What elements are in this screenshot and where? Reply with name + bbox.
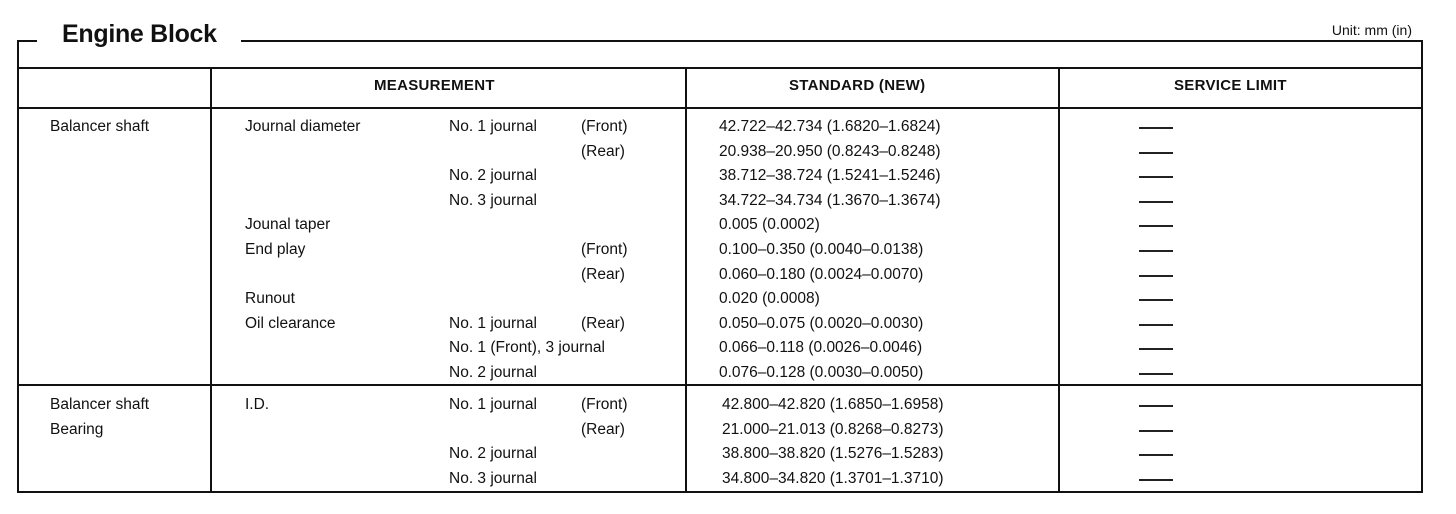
service-limit-dash <box>1139 373 1173 375</box>
standard-value: 42.800–42.820 (1.6850–1.6958) <box>722 396 944 413</box>
service-limit-dash <box>1139 348 1173 350</box>
measurement-position: (Rear) <box>581 314 625 332</box>
service-limit-dash <box>1139 250 1173 252</box>
frame-top-right <box>241 40 1421 42</box>
header-measurement: MEASUREMENT <box>374 77 495 94</box>
column-divider-1 <box>210 67 212 493</box>
standard-value: 0.076–0.128 (0.0030–0.0050) <box>719 364 924 381</box>
service-limit-dash <box>1139 201 1173 203</box>
service-limit-dash <box>1139 479 1173 481</box>
service-limit-dash <box>1139 430 1173 432</box>
measurement-item: I.D. <box>245 396 270 413</box>
service-limit-dash <box>1139 454 1173 456</box>
standard-value: 0.060–0.180 (0.0024–0.0070) <box>719 265 924 283</box>
section-name: Balancer shaft <box>50 118 150 135</box>
service-limit-dash <box>1139 275 1173 277</box>
measurement-sub: No. 1 journal <box>449 396 537 413</box>
measurement-position: (Rear) <box>581 420 625 438</box>
column-divider-3 <box>1058 67 1060 493</box>
measurement-sub: No. 2 journal <box>449 167 537 185</box>
measurement-item: Oil clearance <box>245 314 336 332</box>
standard-value: 0.005 (0.0002) <box>719 216 820 234</box>
standard-value: 0.050–0.075 (0.0020–0.0030) <box>719 314 924 332</box>
service-limit-dash <box>1139 152 1173 154</box>
measurement-sub: No. 3 journal <box>449 191 537 209</box>
measurement-position: (Front) <box>581 396 628 413</box>
measurement-item: Jounal taper <box>245 216 331 234</box>
measurement-sub: No. 3 journal <box>449 469 537 487</box>
standard-value: 0.020 (0.0008) <box>719 290 820 308</box>
service-limit-dash <box>1139 299 1173 301</box>
service-limit-dash <box>1139 225 1173 227</box>
service-limit-dash <box>1139 127 1173 129</box>
measurement-sub: No. 1 journal <box>449 118 537 135</box>
measurement-sub: No. 1 (Front), 3 journal <box>449 339 605 357</box>
standard-value: 0.066–0.118 (0.0026–0.0046) <box>719 339 923 357</box>
section-name-line2: Bearing <box>50 420 104 438</box>
standard-value: 21.000–21.013 (0.8268–0.8273) <box>722 420 944 438</box>
measurement-item: End play <box>245 241 306 258</box>
measurement-position: (Front) <box>581 118 628 135</box>
column-divider-2 <box>685 67 687 493</box>
section-divider <box>17 384 1421 386</box>
frame-top-left <box>17 40 37 42</box>
standard-value: 34.800–34.820 (1.3701–1.3710) <box>722 469 944 487</box>
standard-value: 34.722–34.734 (1.3670–1.3674) <box>719 191 941 209</box>
measurement-item: Journal diameter <box>245 118 361 135</box>
measurement-position: (Rear) <box>581 142 625 160</box>
measurement-sub: No. 2 journal <box>449 445 537 463</box>
measurement-position: (Rear) <box>581 265 625 283</box>
standard-value: 42.722–42.734 (1.6820–1.6824) <box>719 118 941 135</box>
measurement-position: (Front) <box>581 241 628 258</box>
standard-value: 38.800–38.820 (1.5276–1.5283) <box>722 445 944 463</box>
measurement-sub: No. 2 journal <box>449 364 537 381</box>
header-divider <box>17 67 1421 69</box>
page-title: Engine Block <box>62 20 223 49</box>
service-limit-dash <box>1139 176 1173 178</box>
measurement-sub: No. 1 journal <box>449 314 537 332</box>
service-limit-dash <box>1139 405 1173 407</box>
unit-label: Unit: mm (in) <box>1331 22 1412 38</box>
header-standard: STANDARD (NEW) <box>789 77 926 94</box>
standard-value: 0.100–0.350 (0.0040–0.0138) <box>719 241 924 258</box>
standard-value: 20.938–20.950 (0.8243–0.8248) <box>719 142 941 160</box>
header-service-limit: SERVICE LIMIT <box>1174 77 1287 94</box>
service-limit-dash <box>1139 324 1173 326</box>
section-name: Balancer shaft <box>50 396 150 413</box>
header-bottom-divider <box>17 107 1421 109</box>
standard-value: 38.712–38.724 (1.5241–1.5246) <box>719 167 941 185</box>
measurement-item: Runout <box>245 290 295 308</box>
